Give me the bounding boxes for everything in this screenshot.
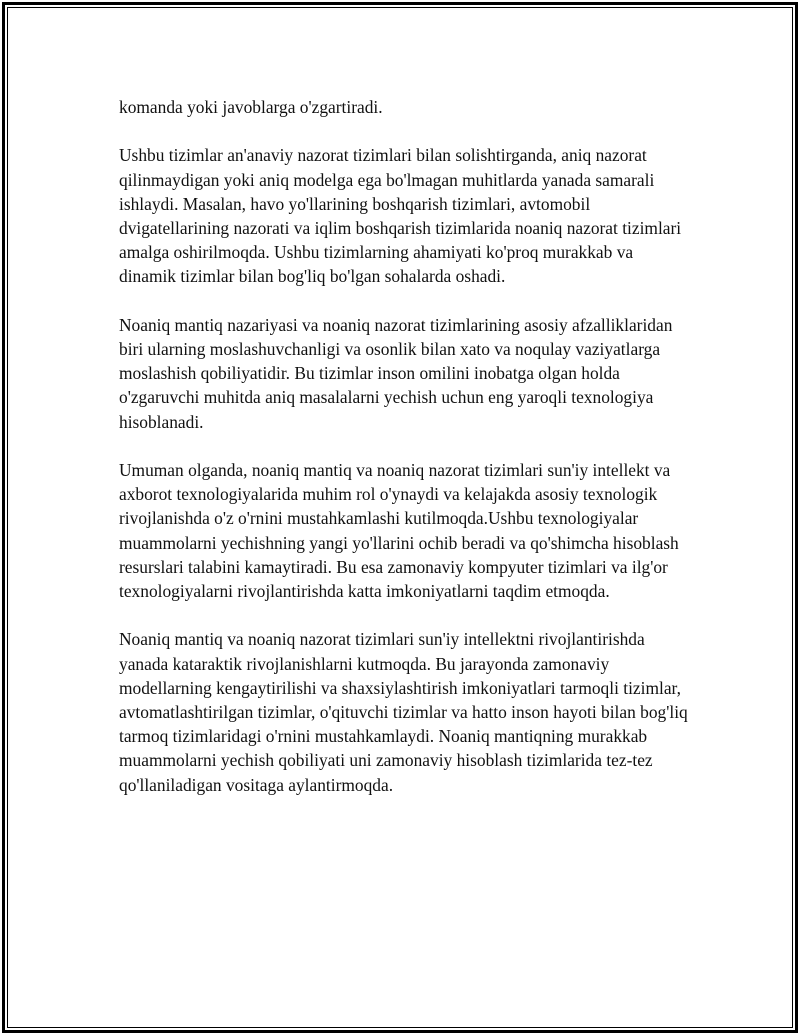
paragraph: Noaniq mantiq nazariyasi va noaniq nazorat tizimlarining asosiy afzalliklaridan biri ularning moslashuvchanligi va osonlik bilan xato va noqulay vaziyatlarga moslashish qobiliyatidir. Bu tizimlar inson omilini inobatga olgan holda o'zgaruvchi muhitda aniq masalalarni yechish uchun eng yaroqli texnologiya hisoblanadi. <box>119 314 673 432</box>
paragraph: Ushbu tizimlar an'anaviy nazorat tizimlari bilan solishtirganda, aniq nazorat qilinmaydigan yoki aniq modelga ega bo'lmagan muhitlarda yanada samarali ishlaydi. Masalan, havo yo'llarining boshqarish tizimlari, avtomobil dvigatellarining nazorati va iqlim boshqarish tizimlarida noaniq nazorat tizimlari amalga oshirilmoqda. Ushbu tizimlarning ahamiyati ko'proq murakkab va dinamik tizimlar bilan bog'liq bo'lgan sohalarda oshadi. <box>119 145 682 287</box>
page-border <box>2 2 798 1033</box>
paragraph: Umuman olganda, noaniq mantiq va noaniq nazorat tizimlari sun'iy intellekt va axborot texnologiyalarida muhim rol o'ynaydi va kelajakda asosiy texnologik rivojlanishda o'z o'rnini mustahkamlashi kutilmoqda.Ushbu texnologiyalar muammolarni yechishning yangi yo'llarini ochib beradi va qo'shimcha hisoblash resurslari talabini kamaytiradi. Bu esa zamonaviy kompyuter tizimlari va ilg'or texnologiyalarni rivojlantirishda katta imkoniyatlarni taqdim etmoqda. <box>119 460 679 602</box>
document-body <box>119 95 689 821</box>
paragraph-continuation: komanda yoki javoblarga o'zgartiradi. <box>119 97 383 117</box>
paragraph: Noaniq mantiq va noaniq nazorat tizimlari sun'iy intellektni rivojlantirishda yanada kataraktik rivojlanishlarni kutmoqda. Bu jarayonda zamonaviy modellarning kengaytirilishi va shaxsiylashtirish imkoniyatlari tarmoqli tizimlar, avtomatlashtirilgan tizimlar, o'qituvchi tizimlar va hatto inson hayoti bilan bog'liq tarmoq tizimlaridagi o'rnini mustahkamlaydi. Noaniq mantiqning murakkab muammolarni yechish qobiliyati uni zamonaviy hisoblash tizimlarida tez-tez qo'llaniladigan vositaga aylantirmoqda. <box>119 629 688 795</box>
